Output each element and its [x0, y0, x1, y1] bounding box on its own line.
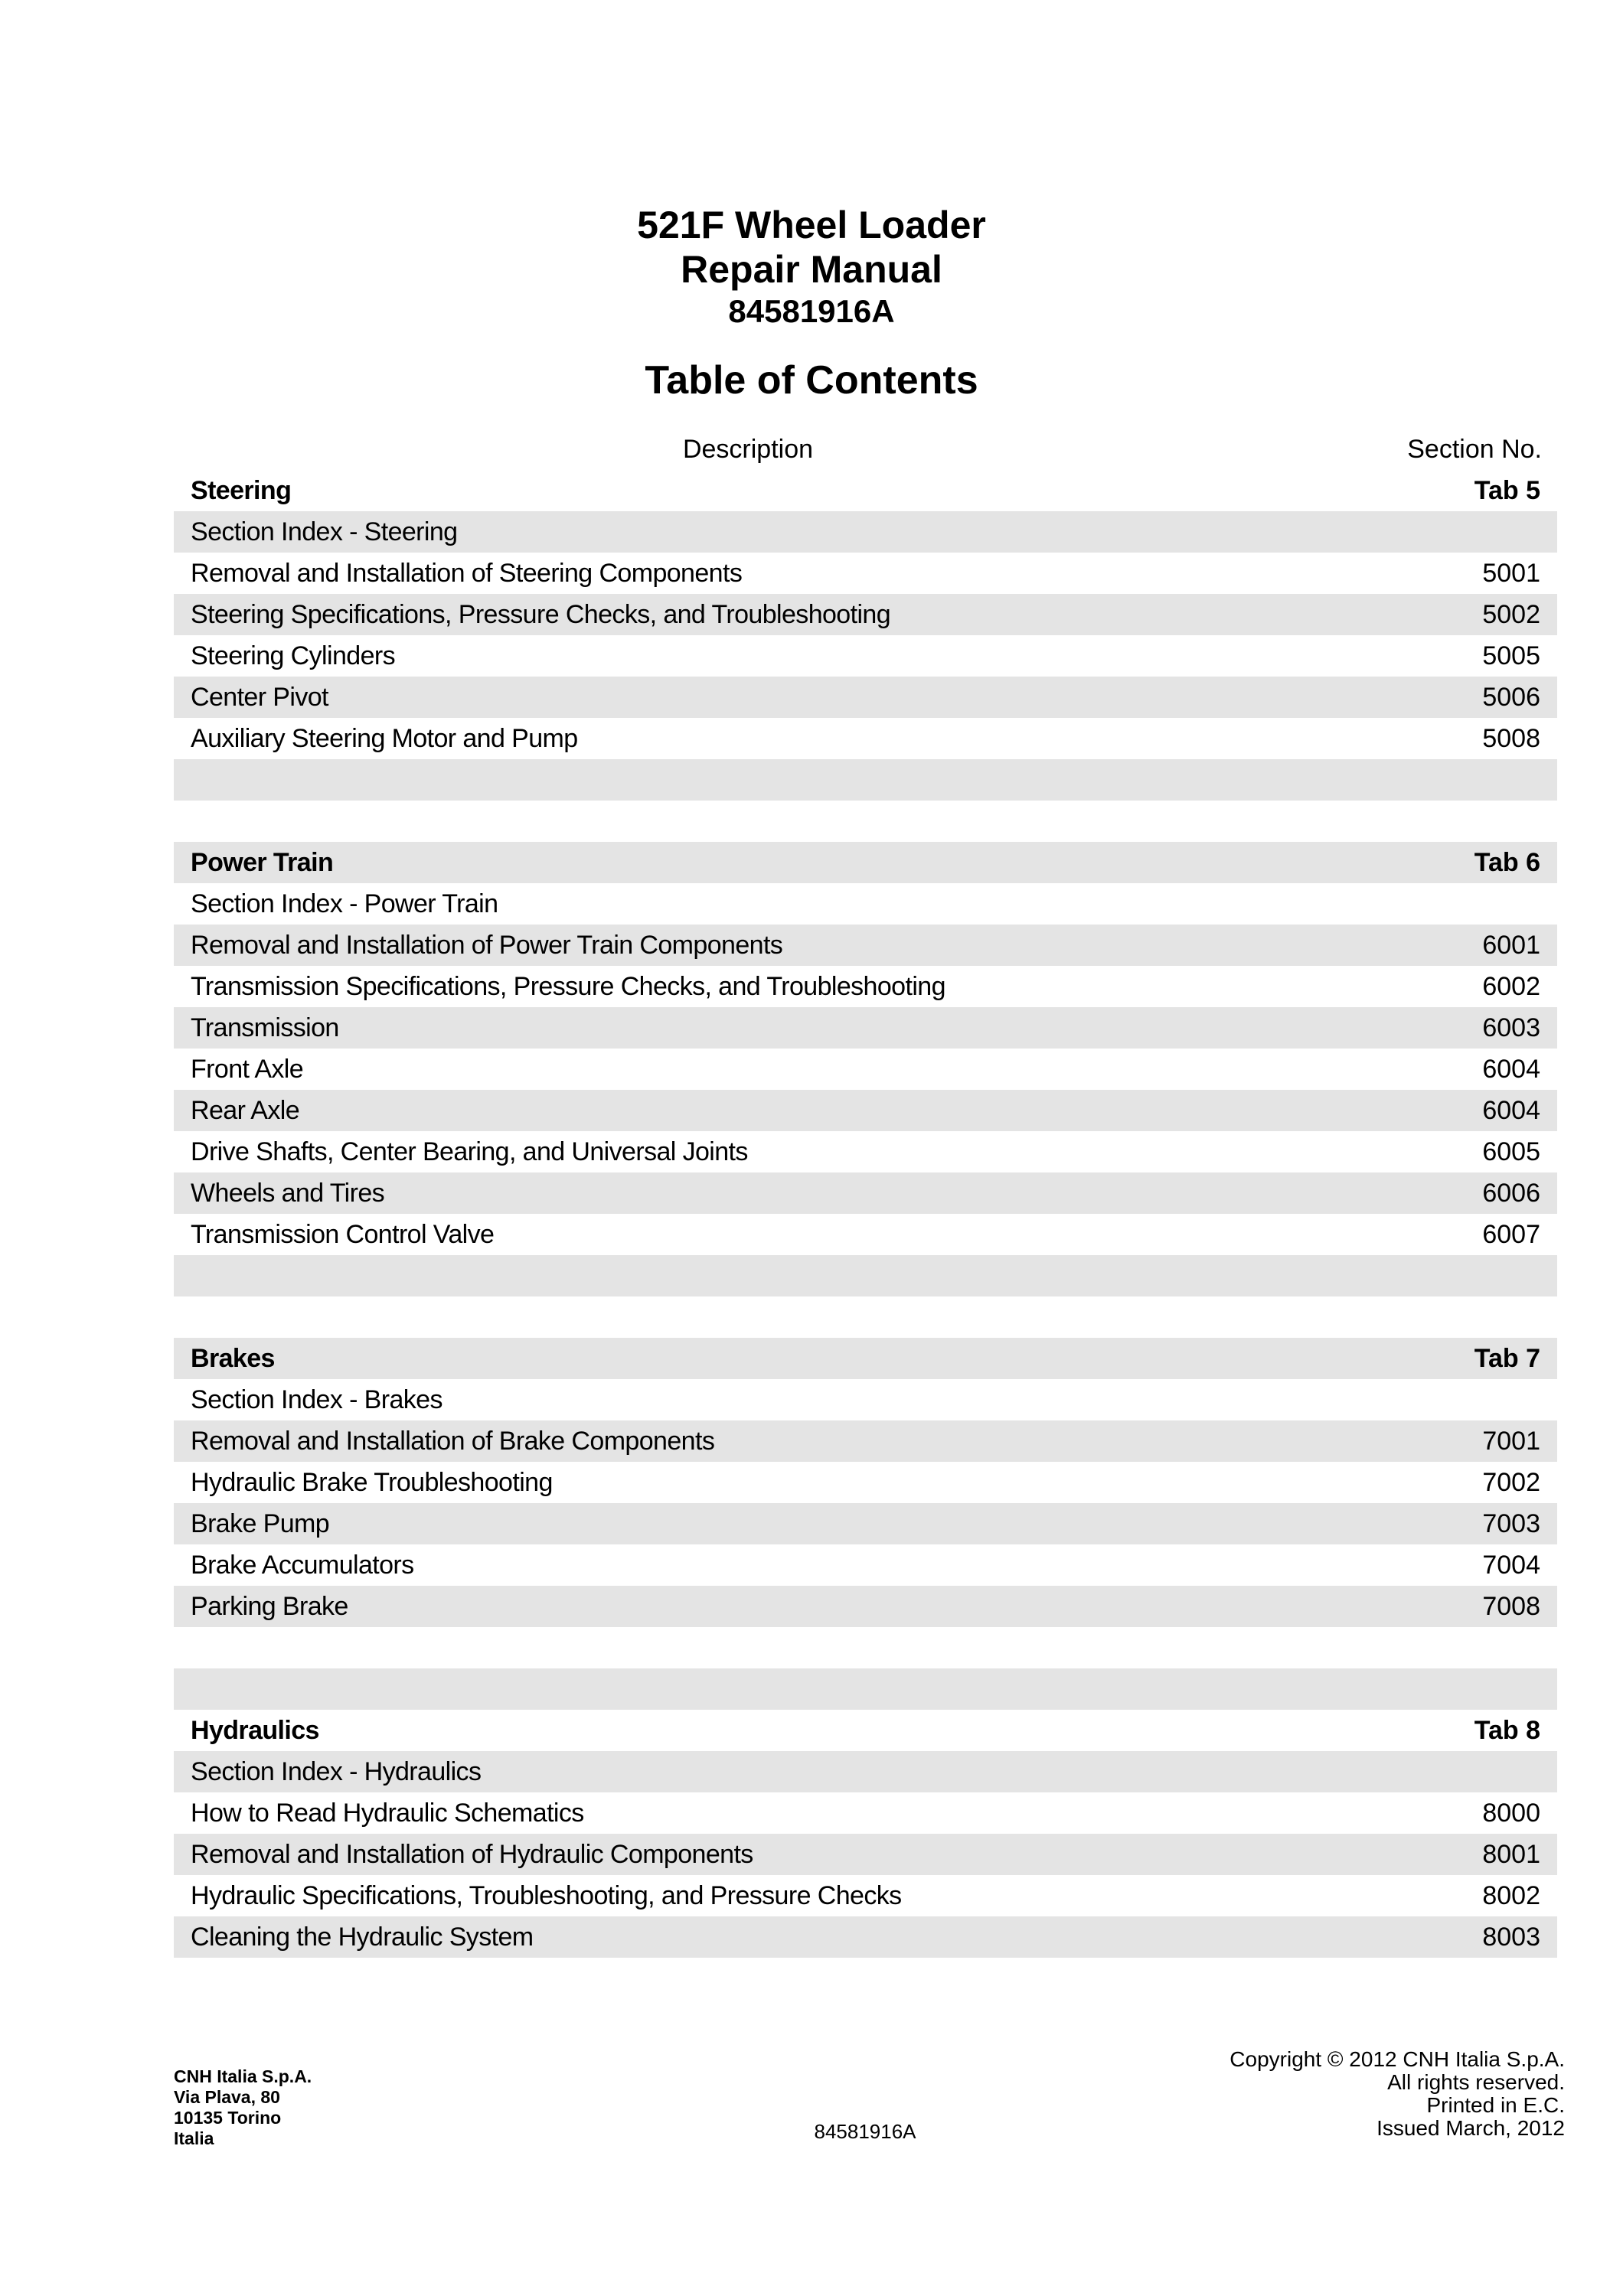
toc-entry-description: Cleaning the Hydraulic System	[191, 1923, 534, 1952]
toc-table	[174, 470, 1557, 1958]
toc-entry-row	[174, 1503, 1557, 1544]
section-heading-label: Hydraulics	[191, 1716, 319, 1745]
toc-entry-description: Transmission	[191, 1013, 339, 1042]
toc-spacer-row	[174, 1668, 1557, 1710]
footer-printed: Printed in E.C.	[1426, 2093, 1565, 2117]
toc-entry-description: Section Index - Power Train	[191, 889, 498, 918]
toc-entry-description: Section Index - Hydraulics	[191, 1757, 482, 1786]
toc-entry-description: Hydraulic Specifications, Troubleshooting, and Pressure Checks	[191, 1881, 902, 1910]
toc-spacer-row	[174, 759, 1557, 801]
toc-entry-row	[174, 1875, 1557, 1916]
section-heading-label: Power Train	[191, 848, 334, 877]
toc-entry-row	[174, 1379, 1557, 1420]
toc-entry-section-number: 6004	[1482, 1096, 1540, 1125]
toc-entry-section-number: 6004	[1482, 1055, 1540, 1084]
toc-entry-row	[174, 1172, 1557, 1214]
footer-country: Italia	[174, 2128, 214, 2148]
toc-entry-row	[174, 1544, 1557, 1586]
toc-entry-description: Transmission Control Valve	[191, 1220, 495, 1249]
toc-entry-row	[174, 1007, 1557, 1049]
toc-entry-row	[174, 1916, 1557, 1958]
toc-entry-section-number: 6006	[1482, 1179, 1540, 1208]
toc-section-heading	[174, 470, 1557, 511]
section-heading-label: Brakes	[191, 1344, 275, 1373]
manual-title-block	[0, 203, 1623, 331]
toc-entry-row	[174, 883, 1557, 925]
toc-entry-description: Rear Axle	[191, 1096, 300, 1125]
toc-entry-section-number: 6001	[1482, 931, 1540, 960]
toc-spacer-row	[174, 1255, 1557, 1296]
toc-entry-row	[174, 718, 1557, 759]
footer-copyright-block	[1229, 2048, 1565, 2140]
manual-subtitle: Repair Manual	[681, 248, 942, 291]
toc-entry-row	[174, 1090, 1557, 1131]
toc-spacer-row	[174, 1296, 1557, 1338]
footer-city: 10135 Torino	[174, 2108, 282, 2128]
toc-section-heading	[174, 1338, 1557, 1379]
toc-entry-row	[174, 925, 1557, 966]
toc-entry-row	[174, 1834, 1557, 1875]
toc-entry-row	[174, 1131, 1557, 1172]
toc-entry-row	[174, 594, 1557, 635]
toc-entry-section-number: 6003	[1482, 1013, 1540, 1042]
toc-entry-row	[174, 677, 1557, 718]
toc-entry-section-number: 6002	[1482, 972, 1540, 1001]
toc-entry-description: Center Pivot	[191, 683, 328, 712]
toc-column-header	[174, 429, 1557, 470]
toc-entry-section-number: 5008	[1482, 724, 1540, 753]
toc-entry-description: How to Read Hydraulic Schematics	[191, 1799, 584, 1828]
manual-title: 521F Wheel Loader	[637, 204, 986, 246]
toc-entry-description: Hydraulic Brake Troubleshooting	[191, 1468, 553, 1497]
toc-entry-description: Section Index - Brakes	[191, 1385, 442, 1414]
toc-entry-description: Brake Accumulators	[191, 1551, 414, 1580]
toc-entry-description: Steering Cylinders	[191, 641, 395, 670]
toc-entry-section-number: 5006	[1482, 683, 1540, 712]
toc-entry-row	[174, 1214, 1557, 1255]
toc-entry-section-number: 6005	[1482, 1137, 1540, 1166]
toc-entry-row	[174, 511, 1557, 553]
toc-entry-description: Transmission Specifications, Pressure Checks, and Troubleshooting	[191, 972, 945, 1001]
toc-entry-row	[174, 1751, 1557, 1792]
toc-section-heading	[174, 842, 1557, 883]
toc-entry-description: Auxiliary Steering Motor and Pump	[191, 724, 578, 753]
column-section-label: Section No.	[1407, 435, 1542, 464]
toc-entry-description: Removal and Installation of Power Train Components	[191, 931, 783, 960]
toc-entry-description: Section Index - Steering	[191, 517, 458, 546]
toc-entry-row	[174, 1792, 1557, 1834]
toc-title: Table of Contents	[645, 358, 978, 403]
toc-entry-description: Drive Shafts, Center Bearing, and Universal Joints	[191, 1137, 748, 1166]
section-tab-label: Tab 6	[1474, 848, 1540, 877]
toc-entry-description: Front Axle	[191, 1055, 304, 1084]
toc-entry-section-number: 8001	[1482, 1840, 1540, 1869]
section-tab-label: Tab 7	[1474, 1344, 1540, 1373]
footer-street: Via Plava, 80	[174, 2087, 280, 2107]
toc-entry-description: Removal and Installation of Brake Components	[191, 1427, 715, 1456]
toc-entry-section-number: 7001	[1482, 1427, 1540, 1456]
toc-entry-row	[174, 1462, 1557, 1503]
toc-entry-description: Wheels and Tires	[191, 1179, 385, 1208]
toc-entry-row	[174, 1420, 1557, 1462]
footer-copyright: Copyright © 2012 CNH Italia S.p.A.	[1229, 2047, 1565, 2071]
toc-entry-row	[174, 1049, 1557, 1090]
section-tab-label: Tab 5	[1474, 476, 1540, 505]
toc-entry-description: Removal and Installation of Hydraulic Components	[191, 1840, 753, 1869]
toc-entry-description: Steering Specifications, Pressure Checks, and Troubleshooting	[191, 600, 891, 629]
footer-company: CNH Italia S.p.A.	[174, 2066, 312, 2086]
footer-doc-number: 84581916A	[814, 2120, 916, 2143]
manual-doc-number: 84581916A	[728, 293, 895, 329]
section-heading-label: Steering	[191, 476, 292, 505]
toc-entry-section-number: 5005	[1482, 641, 1540, 670]
toc-entry-section-number: 5002	[1482, 600, 1540, 629]
toc-entry-row	[174, 635, 1557, 677]
toc-entry-row	[174, 1586, 1557, 1627]
toc-entry-description: Parking Brake	[191, 1592, 348, 1621]
toc-entry-section-number: 8000	[1482, 1799, 1540, 1828]
toc-section-heading	[174, 1710, 1557, 1751]
footer-address	[174, 2066, 312, 2149]
toc-entry-section-number: 7002	[1482, 1468, 1540, 1497]
toc-entry-section-number: 6007	[1482, 1220, 1540, 1249]
section-tab-label: Tab 8	[1474, 1716, 1540, 1745]
toc-entry-section-number: 7004	[1482, 1551, 1540, 1580]
toc-entry-section-number: 7008	[1482, 1592, 1540, 1621]
footer-issued: Issued March, 2012	[1376, 2116, 1565, 2140]
toc-entry-description: Removal and Installation of Steering Components	[191, 559, 743, 588]
toc-spacer-row	[174, 1627, 1557, 1668]
toc-entry-section-number: 8003	[1482, 1923, 1540, 1952]
toc-entry-description: Brake Pump	[191, 1509, 330, 1538]
toc-entry-row	[174, 966, 1557, 1007]
toc-spacer-row	[174, 801, 1557, 842]
column-description-label: Description	[682, 435, 814, 464]
toc-entry-section-number: 8002	[1482, 1881, 1540, 1910]
toc-entry-section-number: 5001	[1482, 559, 1540, 588]
toc-entry-row	[174, 553, 1557, 594]
footer-rights: All rights reserved.	[1387, 2070, 1565, 2094]
toc-entry-section-number: 7003	[1482, 1509, 1540, 1538]
